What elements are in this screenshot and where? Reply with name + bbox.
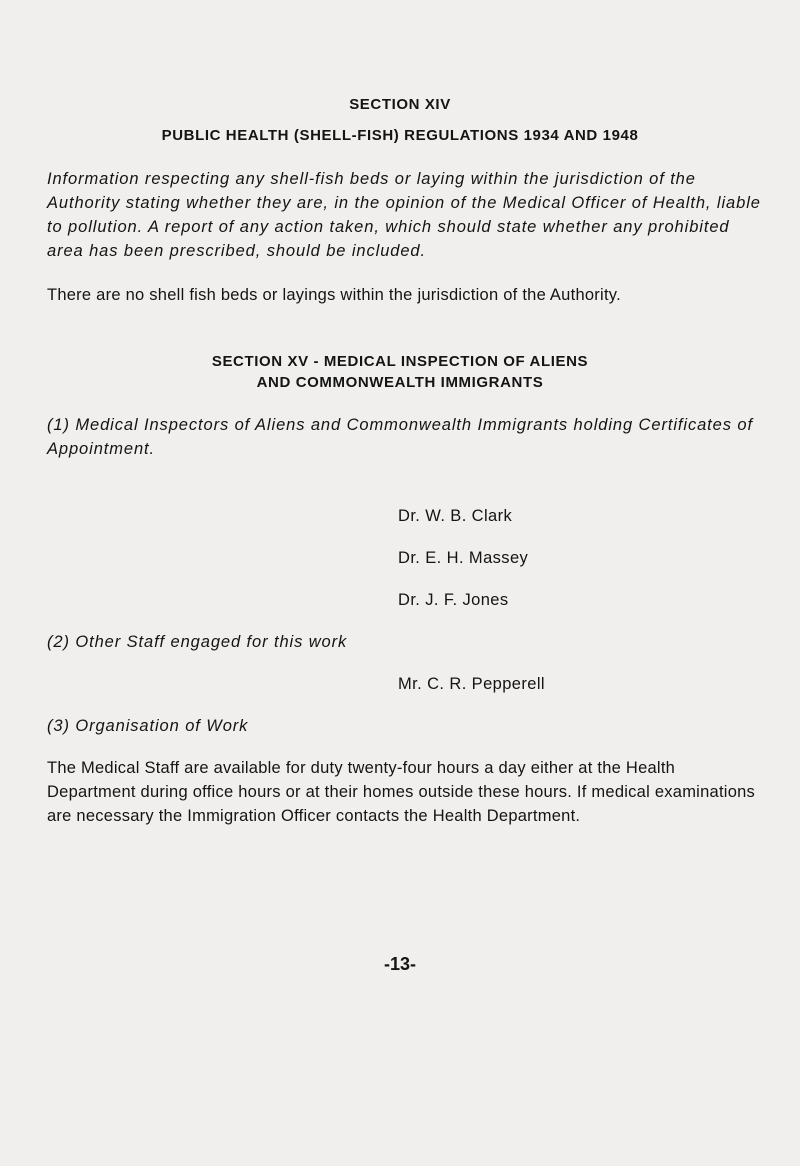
section-xiv-heading: SECTION XIV xyxy=(349,96,451,113)
section-xiv-subheading: PUBLIC HEALTH (SHELL-FISH) REGULATIONS 1934 AND 1948 xyxy=(161,127,639,144)
inspector-name: Dr. J. F. Jones xyxy=(398,591,509,609)
section-xiv-statement: There are no shell fish beds or layings within the jurisdiction of the Authority. xyxy=(47,286,621,304)
section-xv-heading-line2: AND COMMONWEALTH IMMIGRANTS xyxy=(256,374,544,391)
page-number: -13- xyxy=(383,954,416,974)
item-1-title: (1) Medical Inspectors of Aliens and Commonwealth Immigrants holding Certificates of Appointment. xyxy=(47,416,753,458)
other-staff-name: Mr. C. R. Pepperell xyxy=(398,675,545,693)
section-xv-heading-line1: SECTION XV - MEDICAL INSPECTION OF ALIENS xyxy=(211,353,589,370)
item-3-title: (3) Organisation of Work xyxy=(47,717,249,735)
section-xiv-instruction: Information respecting any shell-fish beds or laying within the jurisdiction of the Authority stating whether they are, in the opinion of the Medical Officer of Health, liable to pollution. A report of any action taken, which should state whether any prohibited area has been prescribed, should be included. xyxy=(47,170,761,260)
inspector-name: Dr. W. B. Clark xyxy=(398,507,513,525)
organisation-text: The Medical Staff are available for duty twenty-four hours a day either at the Health Department during office hours or at their homes outside these hours. If medical examinations are necessary the Immigration Officer contacts the Health Department. xyxy=(47,759,756,825)
inspector-name: Dr. E. H. Massey xyxy=(398,549,529,567)
item-2-title: (2) Other Staff engaged for this work xyxy=(47,633,348,651)
